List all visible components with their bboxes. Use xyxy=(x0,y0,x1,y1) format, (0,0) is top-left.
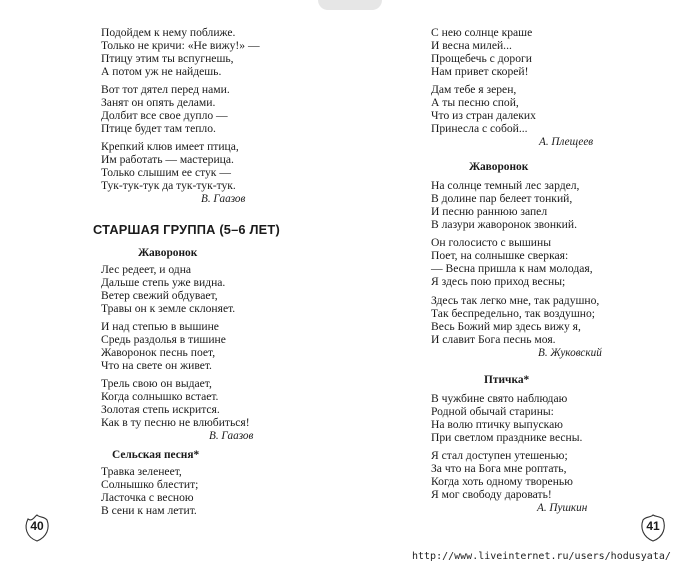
poem-line: И весна милей... xyxy=(431,39,512,52)
poem-line: Поет, на солнышке сверкая: xyxy=(431,249,569,262)
poem-line: Так беспредельно, так воздушно; xyxy=(431,307,595,320)
poem-title: Жаворонок xyxy=(469,161,529,173)
page-number-badge xyxy=(638,513,668,543)
page-number: 41 xyxy=(646,519,660,533)
poem-line: Когда хоть одному творенью xyxy=(431,475,573,488)
poem-line: Лес редеет, и одна xyxy=(101,263,192,276)
poem-author: В. Жуковский xyxy=(538,347,602,359)
poem-line: Жаворонок песнь поет, xyxy=(101,346,216,359)
poem-line: Солнышко блестит; xyxy=(101,478,199,491)
poem-line: И славит Бога песнь моя. xyxy=(431,333,556,346)
poem-line: Трель свою он выдает, xyxy=(101,377,212,390)
left-page xyxy=(0,0,349,567)
poem-title: Жаворонок xyxy=(138,247,198,259)
poem-title: Птичка* xyxy=(484,374,530,386)
poem-line: Только не кричи: «Не вижу!» — xyxy=(101,39,260,52)
poem-line: Золотая степь искрится. xyxy=(101,403,220,416)
poem-line: Что на свете он живет. xyxy=(101,359,212,372)
poem-author: В. Гаазов xyxy=(209,430,254,442)
poem-line: Здесь так легко мне, так радушно, xyxy=(431,294,600,307)
poem-line: В чужбине свято наблюдаю xyxy=(431,392,568,405)
poem-line: На волю птичку выпускаю xyxy=(431,418,563,431)
right-page xyxy=(350,0,699,567)
poem-line: А потом уж не найдешь. xyxy=(101,65,222,78)
poem-line: Им работать — мастерица. xyxy=(101,153,234,166)
poem-line: Когда солнышко встает. xyxy=(101,390,219,403)
poem-line: При светлом празднике весны. xyxy=(431,431,583,444)
poem-line: Ласточка с весною xyxy=(101,491,194,504)
poem-line: Я мог свободу даровать! xyxy=(431,488,552,501)
poem-line: Подойдем к нему поближе. xyxy=(101,26,236,39)
poem-title: Сельская песня* xyxy=(112,449,200,461)
poem-line: С нею солнце краше xyxy=(431,26,533,39)
poem-line: Он голосисто с вышины xyxy=(431,236,551,249)
poem-author: А. Плещеев xyxy=(539,136,594,148)
poem-line: Тук-тук-тук да тук-тук-тук. xyxy=(101,179,236,192)
poem-line: В долине пар белеет тонкий, xyxy=(431,192,573,205)
poem-line: Ветер свежий обдувает, xyxy=(101,289,218,302)
poem-line: В лазури жаворонок звонкий. xyxy=(431,218,577,231)
poem-line: Как в ту песню не влюбиться! xyxy=(101,416,250,429)
poem-author: А. Пушкин xyxy=(537,502,588,514)
poem-line: Птице будет там тепло. xyxy=(101,122,216,135)
poem-line: В сени к нам летит. xyxy=(101,504,197,517)
poem-line: Дам тебе я зерен, xyxy=(431,83,517,96)
poem-line: На солнце темный лес зардел, xyxy=(431,179,580,192)
watermark-url: http://www.liveinternet.ru/users/hodusyata/ xyxy=(412,551,671,562)
poem-line: Только слышим ее стук — xyxy=(101,166,231,179)
poem-line: Средь раздолья в тишине xyxy=(101,333,226,346)
section-heading: СТАРШАЯ ГРУППА (5–6 ЛЕТ) xyxy=(93,222,280,237)
poem-line: Что из стран далеких xyxy=(431,109,536,122)
poem-line: Родной обычай старины: xyxy=(431,405,554,418)
poem-line: Занят он опять делами. xyxy=(101,96,216,109)
poem-line: Долбит все свое дупло — xyxy=(101,109,228,122)
poem-line: Весь Божий мир здесь вижу я, xyxy=(431,320,581,333)
poem-line: Я стал доступен утешенью; xyxy=(431,449,568,462)
poem-line: И над степью в вышине xyxy=(101,320,219,333)
poem-line: Травка зеленеет, xyxy=(101,465,182,478)
poem-line: Травы он к земле склоняет. xyxy=(101,302,236,315)
poem-line: Дальше степь уже видна. xyxy=(101,276,226,289)
poem-line: Крепкий клюв имеет птица, xyxy=(101,140,239,153)
poem-line: Нам привет скорей! xyxy=(431,65,529,78)
poem-line: За что на Бога мне роптать, xyxy=(431,462,567,475)
poem-line: Я здесь пою приход весны; xyxy=(431,275,566,288)
poem-line: Вот тот дятел перед нами. xyxy=(101,83,230,96)
poem-line: И песню раннюю запел xyxy=(431,205,548,218)
poem-line: — Весна пришла к нам молодая, xyxy=(431,262,593,275)
poem-author: В. Гаазов xyxy=(201,193,246,205)
poem-line: Прощебечь с дороги xyxy=(431,52,532,65)
page-number-badge xyxy=(22,513,52,543)
page-number: 40 xyxy=(30,519,44,533)
poem-line: Принесла с собой... xyxy=(431,122,528,135)
poem-line: А ты песню спой, xyxy=(431,96,519,109)
poem-line: Птицу этим ты вспугнешь, xyxy=(101,52,234,65)
